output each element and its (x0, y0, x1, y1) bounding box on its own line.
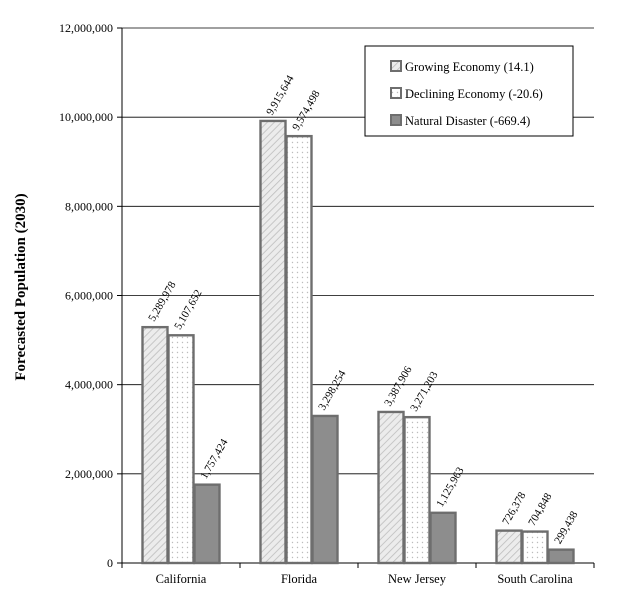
legend-swatch (391, 61, 401, 71)
data-label: 3,271,203 (408, 369, 441, 414)
data-label: 5,107,652 (172, 287, 205, 332)
y-tick-label: 0 (107, 556, 113, 570)
legend (365, 46, 573, 136)
bar (313, 416, 338, 563)
legend-label: Declining Economy (-20.6) (405, 87, 543, 101)
bar (261, 121, 286, 563)
bar (169, 335, 194, 563)
x-tick-label: Florida (280, 572, 318, 586)
bar (549, 550, 574, 563)
data-label: 704,848 (526, 491, 555, 529)
y-tick-label: 12,000,000 (59, 21, 113, 35)
legend-label: Natural Disaster (-669.4) (405, 114, 531, 128)
y-tick-label: 4,000,000 (65, 377, 113, 392)
bar (431, 513, 456, 563)
bars (143, 121, 574, 563)
bar (287, 136, 312, 563)
x-tick-label: New Jersey (388, 572, 446, 586)
bar (497, 531, 522, 563)
y-tick-label: 10,000,000 (59, 110, 113, 125)
data-label: 299,438 (552, 509, 581, 547)
y-tick-label: 8,000,000 (65, 199, 113, 214)
data-label: 9,574,498 (290, 88, 323, 133)
x-tick-label: South Carolina (497, 572, 573, 586)
y-tick-label: 6,000,000 (65, 288, 113, 303)
bar (379, 412, 404, 563)
data-label: 1,757,424 (198, 437, 231, 482)
legend-swatch (391, 115, 401, 125)
data-label: 3,387,906 (382, 364, 415, 409)
legend-swatch (391, 88, 401, 98)
bar (195, 485, 220, 563)
y-axis-label: Forecasted Population (2030) (13, 193, 29, 381)
bar (523, 532, 548, 563)
bar (143, 327, 168, 563)
data-label: 1,125,963 (434, 465, 467, 510)
data-label: 5,289,978 (146, 279, 179, 324)
data-labels (146, 73, 581, 546)
data-label: 9,915,644 (264, 73, 297, 118)
data-label: 3,298,254 (316, 368, 349, 413)
y-tick-label: 2,000,000 (65, 466, 113, 481)
legend-label: Growing Economy (14.1) (405, 60, 534, 74)
bar (405, 417, 430, 563)
data-label: 726,378 (500, 490, 529, 528)
x-tick-label: California (155, 572, 207, 586)
